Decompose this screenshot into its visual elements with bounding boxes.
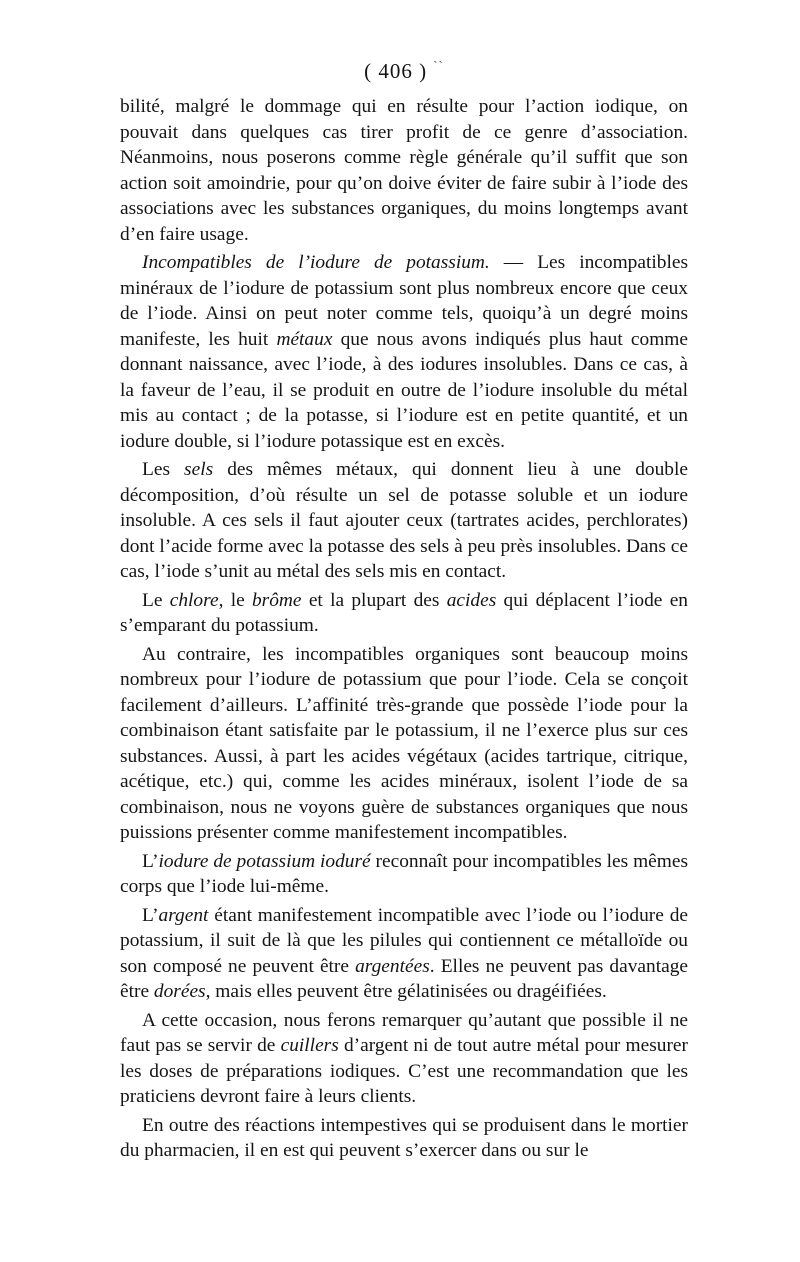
page-mark: `` <box>433 58 444 73</box>
paragraph-1 <box>120 94 688 247</box>
text-run: que nous avons indiqués plus haut comme donnant naissance, avec l’iode, à des iodures insolubles. Dans ce cas, à la faveur de l’eau, il se produit en outre de l’iodure insoluble du métal mis au contact ; de la potasse, si l’iodure est en petite quantité, et un iodure double, si l’iodure potassique est en excès. <box>120 328 688 452</box>
text-run: Les <box>142 459 185 480</box>
italic-text: chlore <box>169 589 219 611</box>
text-run: reconnaît pour incompatibles les mêmes corps que l’iode lui-même. <box>120 850 688 897</box>
text-run: , le <box>218 589 252 611</box>
text-run: L’ <box>142 904 159 926</box>
italic-text: métaux <box>276 328 333 350</box>
italic-text: argentées <box>355 955 430 977</box>
italic-text: acides <box>446 589 497 611</box>
paragraph-3 <box>120 457 688 585</box>
text-run: étant manifestement incompatible avec l’iode ou l’iodure de potassium, il suit de là que les pilules qui contiennent ce métalloïde ou son composé ne peuvent être <box>120 904 688 977</box>
italic-text: iodure de potassium ioduré <box>158 850 371 872</box>
italic-text: argent <box>158 904 209 926</box>
paragraph-7 <box>120 903 688 1005</box>
italic-text: brôme <box>251 589 302 611</box>
page-number-text: ( 406 ) <box>364 59 428 83</box>
text-run: des mêmes métaux, qui donnent lieu à une double décomposition, d’où résulte un sel de potasse soluble et un iodure insoluble. A ces sels il faut ajouter ceux (tartrates acides, perchlorates) dont l’acide forme avec la potasse des sels à peu près insolubles. Dans ce cas, l’iode s’unit au métal des sels mis en contact. <box>120 459 688 582</box>
paragraph-9 <box>120 1113 688 1164</box>
text-run: — Les incompatibles minéraux de l’iodure de potassium sont plus nombreux encore que ceux de l’iode. Ainsi on peut noter comme tels, quoiqu’à un degré moins manifeste, les huit <box>120 252 688 350</box>
text-run: qui déplacent l’iode en s’emparant du potassium. <box>120 589 688 636</box>
page-number <box>120 58 688 84</box>
text-run: En outre des réactions intempestives qui se produisent dans le mortier du pharmacien, il en est qui peuvent s’exercer dans ou sur le <box>120 1114 688 1161</box>
text-run: et la plupart des <box>301 589 447 611</box>
paragraph-5 <box>120 642 688 846</box>
text-run: Le <box>142 589 170 611</box>
text-run: . Elles ne peuvent pas davantage être <box>120 955 688 1002</box>
italic-text: dorées <box>153 981 206 1002</box>
text-run: , mais elles peuvent être gélatinisées ou dragéifiées. <box>205 981 607 1002</box>
text-run: bilité, malgré le dommage qui en résulte pour l’action iodique, on pouvait dans quelques cas tirer profit de ce genre d’association. Néanmoins, nous poserons comme règle générale qu’il suffit que son action soit amoindrie, pour qu’on doive éviter de faire subir à l’iode des associations avec les substances organiques, du moins longtemps avant d’en faire usage. <box>120 96 688 245</box>
italic-text: Incompatibles de l’iodure de potassium. <box>142 252 490 273</box>
text-run: d’argent ni de tout autre métal pour mesurer les doses de préparations iodiques. C’est une recommandation que les praticiens devront faire à leurs clients. <box>120 1035 688 1107</box>
italic-text: sels <box>184 459 214 480</box>
text-run: A cette occasion, nous ferons remarquer qu’autant que possible il ne faut pas se servir de <box>120 1009 688 1056</box>
body-text <box>120 94 688 1164</box>
italic-text: cuillers <box>280 1035 339 1056</box>
paragraph-4 <box>120 588 688 639</box>
text-run: Au contraire, les incompatibles organiques sont beaucoup moins nombreux pour l’iodure de potassium que pour l’iode. Cela se conçoit facilement d’ailleurs. L’affinité très-grande que possède l’iode pour la combinaison étant satisfaite par le potassium, il ne l’exerce plus sur ces substances. Aussi, à part les acides végétaux (acides tartrique, citrique, acétique, etc.) qui, comme les acides minéraux, isolent l’iode de sa combinaison, nous ne voyons guère de substances organiques que nous puissions présenter comme manifestement incompatibles. <box>120 643 688 843</box>
paragraph-8 <box>120 1008 688 1110</box>
paragraph-6 <box>120 849 688 900</box>
text-run: L’ <box>142 850 159 872</box>
paragraph-2 <box>120 250 688 454</box>
